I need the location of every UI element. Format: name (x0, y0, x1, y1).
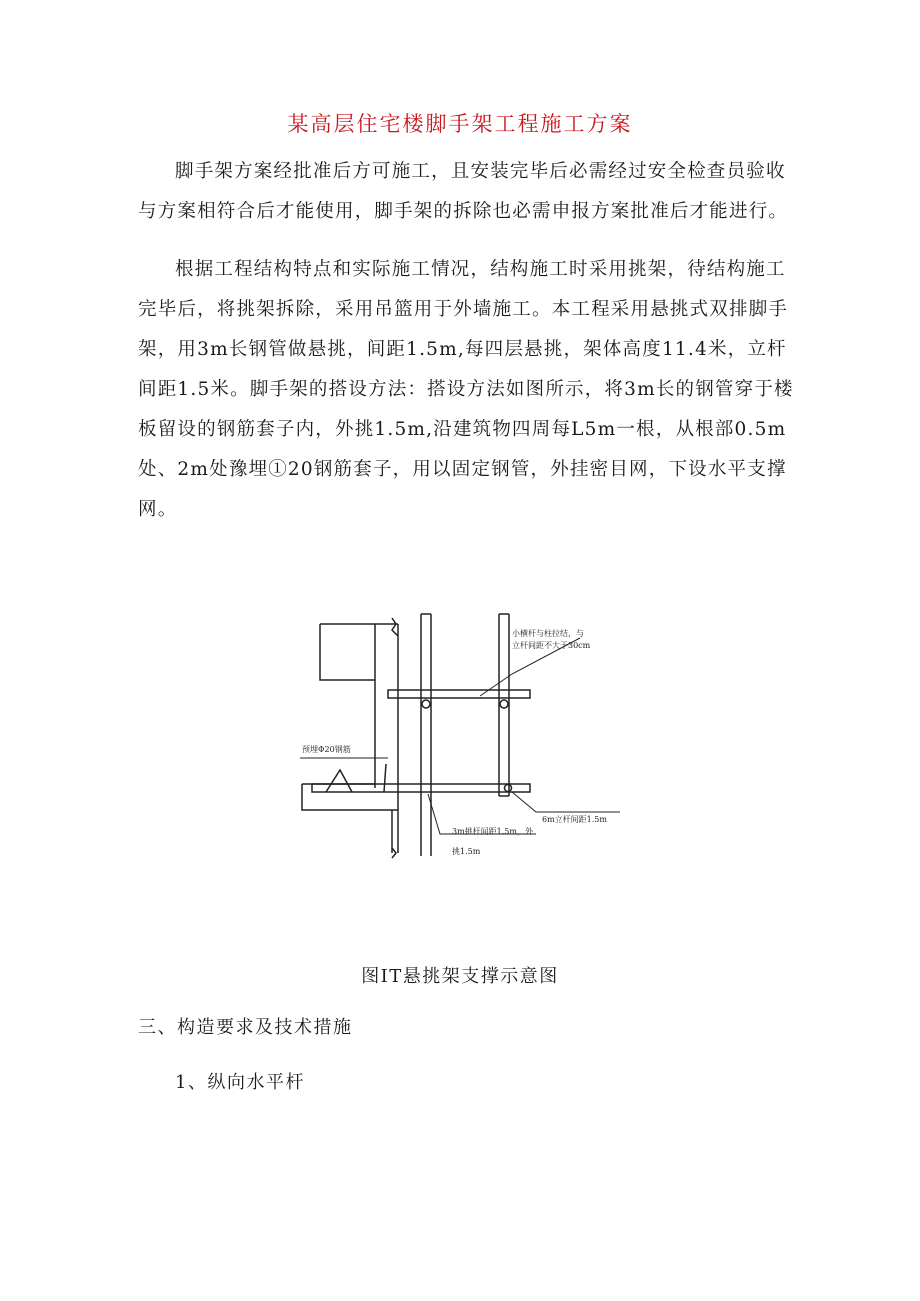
scaffold-diagram (280, 598, 640, 868)
subsection-heading: 1、纵向水平杆 (175, 1072, 305, 1093)
lower-coupler-right (505, 785, 512, 792)
lower-slab-break (302, 784, 306, 810)
paragraph-method: 根据工程结构特点和实际施工情况，结构施工时采用挑架，待结构施工完毕后，将挑架拆除，采用吊篮用于外墙施工。本工程采用悬挑式双排脚手架，用3m长钢管做悬挑，间距1.5m,每四层悬挑，架体高度11.4米，立杆间距1.5米。脚手架的搭设方法：搭设方法如图所示，将3m长的钢管穿于楼板留设的钢筋套子内，外挑1.5m,沿建筑物四周每L5m一根，从根部0.5m处、2m处豫埋①20钢筋套子，用以固定钢管，外挂密目网，下设水平支撑网。 (138, 259, 794, 520)
rebar-loop-1 (326, 770, 352, 792)
document-title: 某高层住宅楼脚手架工程施工方案 (287, 112, 633, 136)
upper-coupler-right (500, 700, 508, 708)
upper-slab-break (320, 624, 326, 680)
label-cantilever-2: 挑1.5m (452, 847, 481, 856)
scaffold-diagram-svg (280, 598, 640, 868)
label-embedded-rebar: 预埋Φ20钢筋 (302, 745, 351, 754)
section-heading: 三、构造要求及技术措施 (138, 1017, 353, 1038)
paragraph-approval: 脚手架方案经批准后方可施工，且安装完毕后必需经过安全检查员验收与方案相符合后才能使用，脚手架的拆除也必需申报方案批准后才能进行。 (138, 161, 789, 222)
figure-caption: 图IT悬挑架支撑示意图 (361, 966, 559, 987)
label-pole-spacing: 6m立杆间距1.5m (542, 815, 607, 824)
label-small-bar-2: 立杆间距不大于30cm (512, 641, 591, 650)
rebar-loop-2 (384, 764, 386, 792)
label-small-bar-1: 小横杆与柱拉结，与 (512, 629, 584, 638)
label-cantilever-1: 3m挑杆间距1.5m，外 (452, 827, 533, 836)
leader-pole-spacing (512, 792, 620, 812)
upper-coupler-left (422, 700, 430, 708)
